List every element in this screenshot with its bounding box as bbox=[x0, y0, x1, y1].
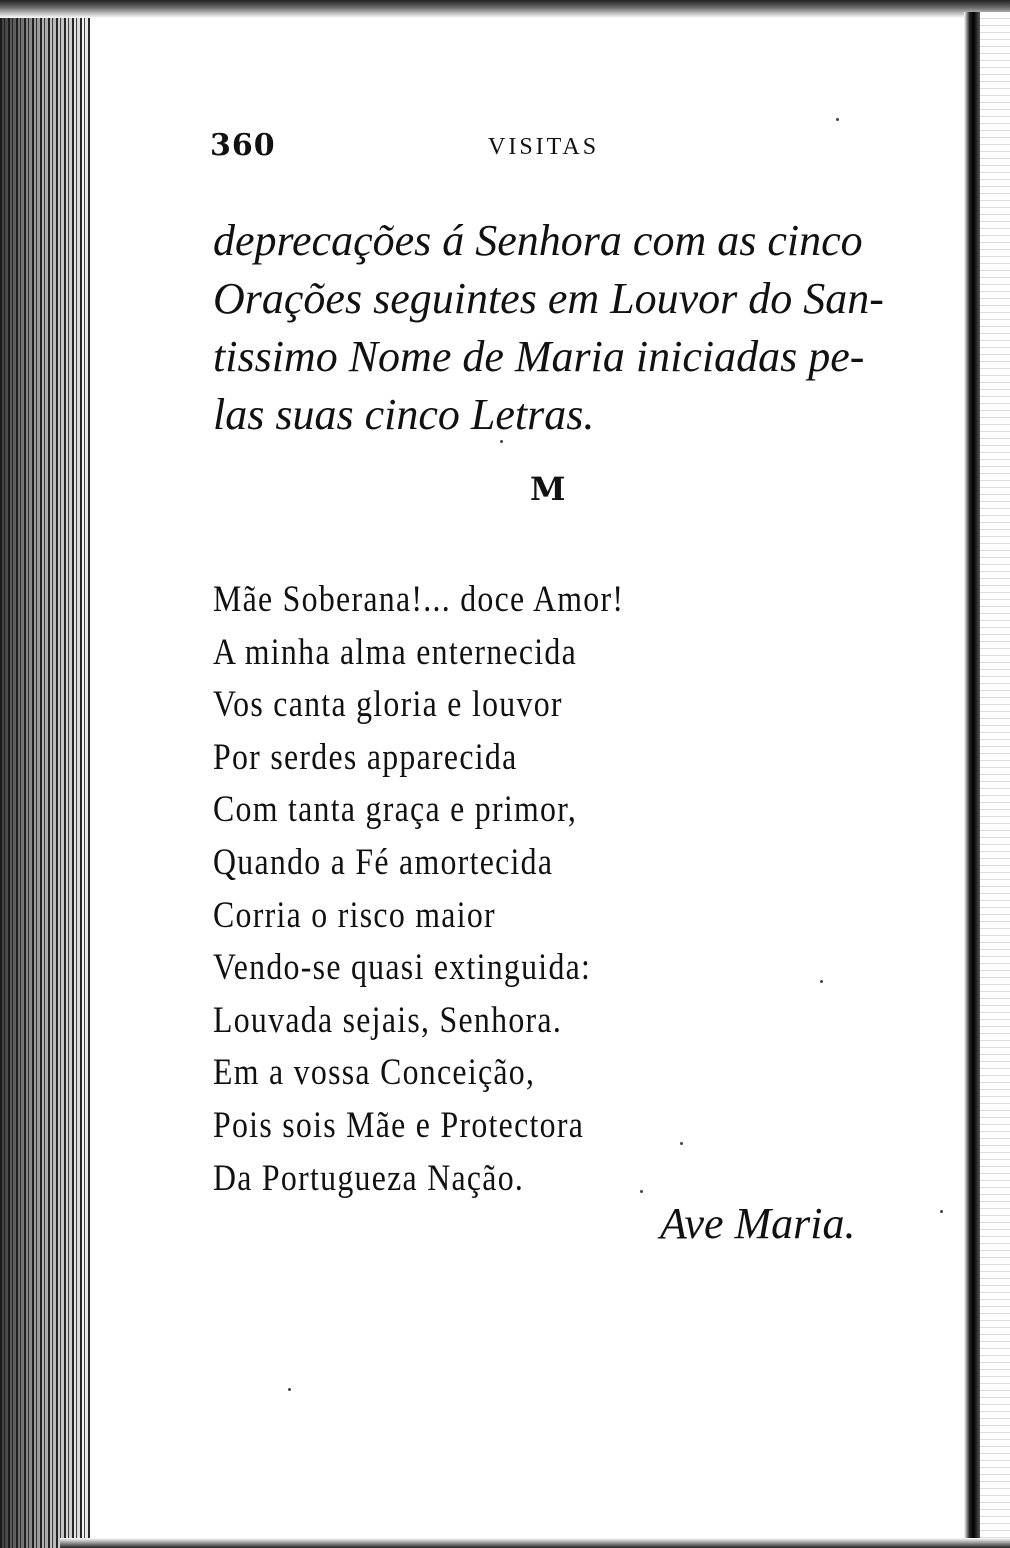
intro-line: Orações seguintes em Louvor do San- bbox=[213, 274, 884, 323]
poem-line: Corria o risco maior bbox=[213, 894, 496, 936]
page-number: 360 bbox=[210, 128, 276, 163]
header-title: VISITAS bbox=[488, 134, 600, 160]
closing-prayer: Ave Maria. bbox=[660, 1199, 856, 1248]
poem-line: Vendo-se quasi extinguida: bbox=[213, 947, 592, 989]
poem-line: Da Portugueza Nação. bbox=[213, 1157, 525, 1199]
poem-line: Mãe Soberana!... doce Amor! bbox=[213, 579, 625, 620]
scan-speck bbox=[500, 440, 503, 443]
scan-speck bbox=[680, 1142, 683, 1145]
poem-line: Pois sois Mãe e Protectora bbox=[213, 1104, 585, 1146]
poem-line: Vos canta gloria e louvor bbox=[213, 684, 563, 726]
running-header bbox=[210, 128, 630, 168]
poem-line: Com tanta graça e primor, bbox=[213, 789, 578, 831]
initial-letter: M bbox=[530, 470, 564, 508]
scan-speck bbox=[820, 980, 823, 983]
scan-speck bbox=[288, 1388, 291, 1391]
scan-speck bbox=[640, 1190, 643, 1193]
intro-paragraph bbox=[213, 212, 913, 444]
intro-line: tissimo Nome de Maria iniciadas pe- bbox=[213, 332, 865, 381]
poem-line: A minha alma enternecida bbox=[213, 631, 578, 673]
scan-speck bbox=[836, 118, 839, 121]
poem bbox=[213, 574, 763, 1205]
poem-line: Quando a Fé amortecida bbox=[213, 841, 554, 883]
poem-line: Por serdes apparecida bbox=[213, 736, 518, 778]
intro-line: las suas cinco Letras. bbox=[213, 390, 595, 439]
intro-line: deprecações á Senhora com as cinco bbox=[213, 216, 863, 265]
poem-line: Em a vossa Conceição, bbox=[213, 1052, 536, 1094]
scan-speck bbox=[940, 1210, 943, 1213]
poem-line: Louvada sejais, Senhora. bbox=[213, 999, 563, 1041]
